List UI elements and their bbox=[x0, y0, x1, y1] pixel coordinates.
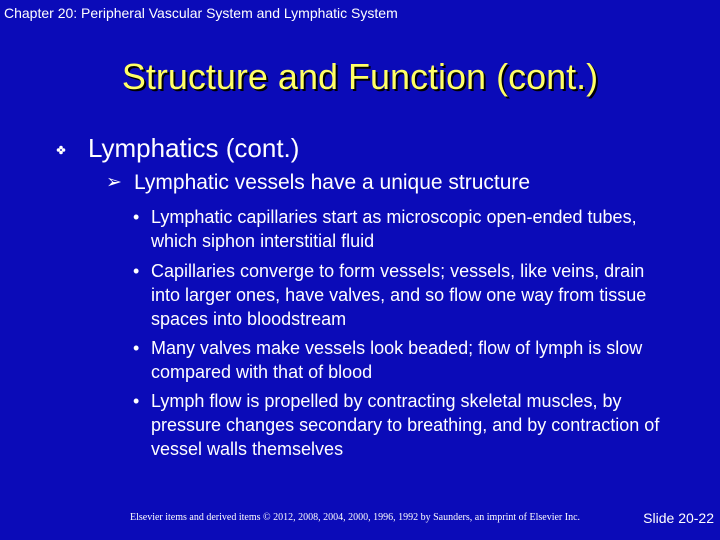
copyright-footer: Elsevier items and derived items © 2012, 2008, 2004, 2000, 1996, 1992 by Saunders, an imprint of Elsevier Inc. bbox=[129, 512, 581, 523]
bullet-dot-icon: • bbox=[133, 207, 140, 227]
bullet-dot-icon: • bbox=[133, 391, 140, 411]
chapter-header: Chapter 20: Peripheral Vascular System and Lymphatic System bbox=[4, 5, 398, 21]
level2-text: Lymphatic vessels have a unique structure bbox=[134, 171, 531, 194]
level1-text: Lymphatics (cont.) bbox=[88, 133, 300, 163]
bullet-text: Lymphatic capillaries start as microscopic open-ended tubes, which siphon interstitial fluid bbox=[151, 207, 637, 251]
slide-number: Slide 20-22 bbox=[643, 510, 714, 526]
bullet-item bbox=[133, 389, 673, 461]
flower-bullet-icon bbox=[56, 145, 66, 155]
arrow-bullet-icon: ➢ bbox=[106, 172, 122, 193]
bullet-dot-icon: • bbox=[133, 261, 140, 281]
bullet-item bbox=[133, 336, 673, 384]
bullet-item bbox=[133, 259, 673, 331]
bullet-dot-icon: • bbox=[133, 338, 140, 358]
bullet-text: Many valves make vessels look beaded; flow of lymph is slow compared with that of blood bbox=[151, 338, 643, 382]
bullet-item bbox=[133, 205, 673, 253]
bullet-text: Lymph flow is propelled by contracting skeletal muscles, by pressure changes secondary to breathing, and by contraction of vessel walls themselves bbox=[151, 391, 660, 459]
bullet-text: Capillaries converge to form vessels; vessels, like veins, drain into larger ones, have valves, and so flow one way from tissue spaces into bloodstream bbox=[151, 261, 647, 329]
slide-title: Structure and Function (cont.) bbox=[121, 56, 599, 97]
